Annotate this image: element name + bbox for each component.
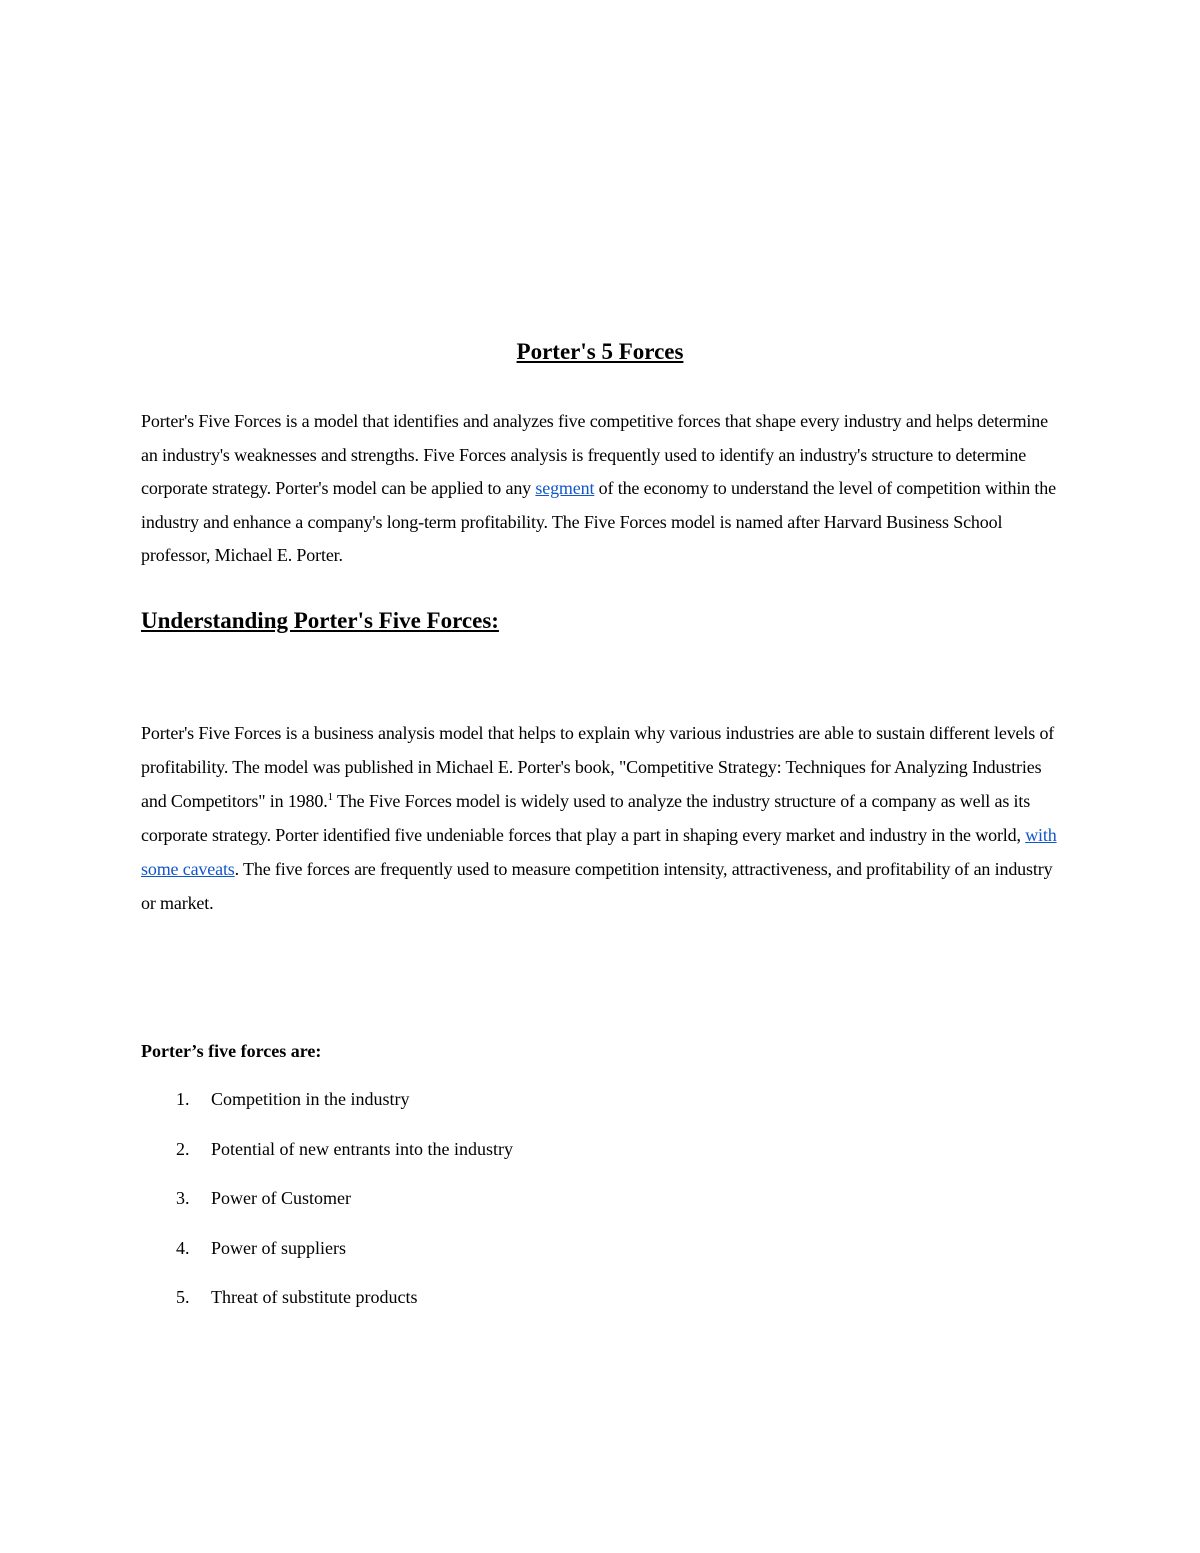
understanding-text-start: Porter's Five Forces is a business analysis model that helps to explain why various industries are able to sustain different levels of profitability. The model was published in Michael E. Porter's book, "Competitive Strategy: Techniques for Analyzing Industries and Competitors" in 1980. xyxy=(141,723,1055,811)
understanding-text-end: . The five forces are frequently used to measure competition intensity, attractiveness, and profitability of an industry or market. xyxy=(141,859,1053,913)
caveats-link[interactable]: with some caveats xyxy=(141,825,1057,879)
document-title: Porter's 5 Forces xyxy=(516,339,684,364)
list-item xyxy=(141,1136,513,1186)
list-item-number: 3. xyxy=(176,1188,190,1208)
intro-text-start: Porter's Five Forces is a model that identifies and analyzes five competitive forces that shape every industry and helps determine an industry's weaknesses and strengths. Five Forces analysis is frequently used to identify an industry's structure to determine corporate strategy. Porter's model can be applied to any xyxy=(141,411,1048,499)
list-item xyxy=(141,1284,513,1334)
list-item-number: 1. xyxy=(176,1089,190,1109)
section-heading: Understanding Porter's Five Forces: xyxy=(141,608,499,633)
list-item-label: Threat of substitute products xyxy=(211,1287,418,1307)
list-item xyxy=(141,1185,513,1235)
list-item-number: 4. xyxy=(176,1237,190,1258)
forces-list xyxy=(141,1086,513,1334)
list-item xyxy=(141,1086,513,1136)
understanding-paragraph xyxy=(141,716,1066,920)
list-item-label: Competition in the industry xyxy=(211,1089,410,1109)
list-item-label: Power of Customer xyxy=(211,1188,351,1208)
list-item-label: Potential of new entrants into the industry xyxy=(211,1138,513,1159)
list-item-number: 2. xyxy=(176,1138,190,1159)
list-item-number: 5. xyxy=(176,1287,190,1307)
forces-list-heading: Porter’s five forces are: xyxy=(141,1041,322,1061)
understanding-text-middle: The Five Forces model is widely used to analyze the industry structure of a company as well as its corporate strategy. Porter identified five undeniable forces that play a part in shaping every market and industry in the world, xyxy=(141,791,1031,845)
footnote-marker[interactable]: 1 xyxy=(327,791,333,803)
list-item-label: Power of suppliers xyxy=(211,1237,346,1258)
segment-link[interactable]: segment xyxy=(535,478,595,499)
intro-paragraph xyxy=(141,405,1066,573)
intro-text-end: of the economy to understand the level of competition within the industry and enhance a company's long-term profitability. The Five Forces model is named after Harvard Business School professor, Michael E. Porter. xyxy=(141,478,1056,566)
list-item xyxy=(141,1235,513,1285)
